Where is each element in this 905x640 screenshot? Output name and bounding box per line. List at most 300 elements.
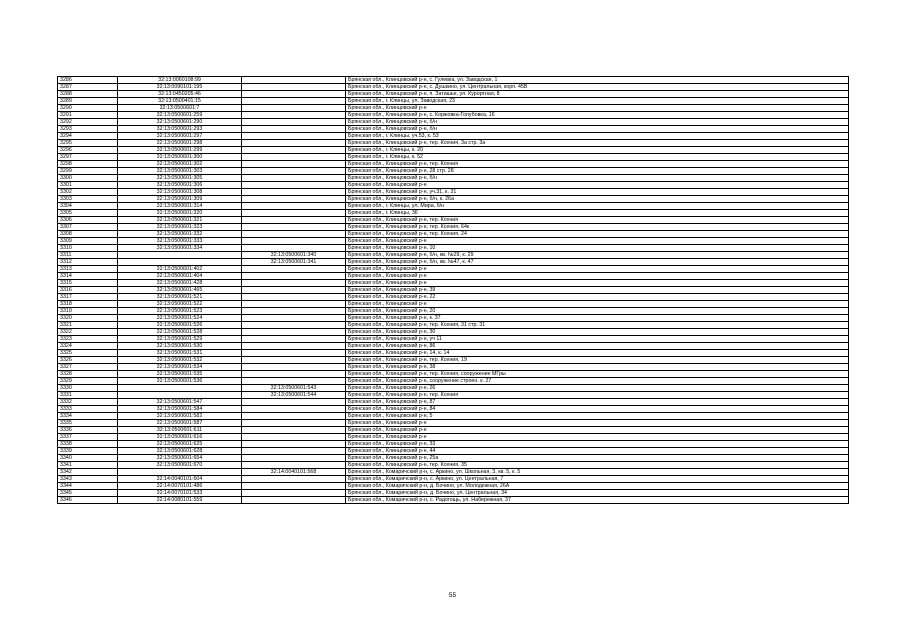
address-cell: Брянская обл., Клинцовский р-н, с. Гулевка, ул. Заводская, 1 [346, 77, 849, 84]
cadastral-number-cell: 32:14:0070101:486 [118, 483, 242, 490]
cadastral-number-cell: 32:13:0500601:297 [118, 133, 242, 140]
address-cell: Брянская обл., Клинцовский р-н, уч 11 [346, 336, 849, 343]
table-row [58, 357, 849, 364]
row-number-cell: 3327 [58, 364, 118, 371]
cadastral-number-cell: 32:13:0500601:535 [118, 371, 242, 378]
page-number: 55 [448, 592, 457, 599]
row-number-cell: 3292 [58, 119, 118, 126]
cadastral-number-cell: 32:13:0500601:625 [118, 441, 242, 448]
cadastral-number-cell: 32:13:0500601:529 [118, 336, 242, 343]
row-number-cell: 3325 [58, 350, 118, 357]
table-row [58, 77, 849, 84]
address-cell: Брянская обл., г. Клинцы, ул. Мира, б/н [346, 203, 849, 210]
cadastral-number-alt-cell [242, 266, 346, 273]
table-row [58, 266, 849, 273]
table-row [58, 455, 849, 462]
cadastral-number-alt-cell [242, 182, 346, 189]
table-row [58, 448, 849, 455]
cadastral-number-cell: 32:13:0500601:321 [118, 217, 242, 224]
cadastral-number-cell: 32:13:0500601:628 [118, 448, 242, 455]
row-number-cell: 3306 [58, 217, 118, 224]
table-row [58, 329, 849, 336]
table-row [58, 322, 849, 329]
table-row [58, 105, 849, 112]
cadastral-number-alt-cell [242, 406, 346, 413]
address-cell: Брянская обл., г. Клинцы, 36 [346, 210, 849, 217]
address-cell: Брянская обл., Клинцовский р-н, тер. Ксения [346, 217, 849, 224]
row-number-cell: 3333 [58, 406, 118, 413]
cadastral-number-cell: 32:14:0040101:604 [118, 476, 242, 483]
row-number-cell: 3337 [58, 434, 118, 441]
address-cell: Брянская обл., Клинцовский р-н, к. 37 [346, 315, 849, 322]
address-cell: Брянская обл., Клинцовский р-н, тер. Ксения, 19 [346, 357, 849, 364]
row-number-cell: 3323 [58, 336, 118, 343]
cadastral-number-alt-cell [242, 280, 346, 287]
cadastral-number-cell: 32:13:0500601:309 [118, 196, 242, 203]
address-cell: Брянская обл., Клинцовский р-н [346, 280, 849, 287]
table-row [58, 238, 849, 245]
row-number-cell: 3286 [58, 77, 118, 84]
cadastral-number-alt-cell [242, 490, 346, 497]
cadastral-number-cell: 32:13:0500601:308 [118, 189, 242, 196]
address-cell: Брянская обл., Клинцовский р-н, 26 [346, 385, 849, 392]
address-cell: Брянская обл., Клинцовский р-н, б/н [346, 119, 849, 126]
table-row [58, 497, 849, 504]
row-number-cell: 3295 [58, 140, 118, 147]
address-cell: Брянская обл., Клинцовский р-н, тер. Ксения [346, 161, 849, 168]
cadastral-number-alt-cell [242, 112, 346, 119]
cadastral-number-cell [118, 469, 242, 476]
cadastral-number-cell: 32:13:0500601:523 [118, 308, 242, 315]
table-row [58, 287, 849, 294]
cadastral-number-cell: 32:13:0500601:402 [118, 266, 242, 273]
table-row [58, 231, 849, 238]
cadastral-number-alt-cell [242, 462, 346, 469]
row-number-cell: 3342 [58, 469, 118, 476]
address-cell: Брянская обл., Клинцовский р-н, 39 [346, 287, 849, 294]
address-cell: Брянская обл., Клинцовский р-н, уч.31, к. 31 [346, 189, 849, 196]
table-row [58, 175, 849, 182]
row-number-cell: 3324 [58, 343, 118, 350]
cadastral-number-alt-cell [242, 448, 346, 455]
cadastral-register-table [57, 76, 849, 504]
cadastral-number-cell: 32:13:0500601:524 [118, 315, 242, 322]
table-row [58, 413, 849, 420]
cadastral-number-alt-cell [242, 98, 346, 105]
cadastral-number-alt-cell [242, 497, 346, 504]
address-cell: Брянская обл., г. Клинцы, к. 20 [346, 147, 849, 154]
address-cell: Брянская обл., Клинцовский р-н, 20 [346, 308, 849, 315]
address-cell: Брянская обл., Клинцовский р-н, тер. Ксения, 31 стр. 31 [346, 322, 849, 329]
row-number-cell: 3340 [58, 455, 118, 462]
address-cell: Брянская обл., Клинцовский р-н, 44 [346, 448, 849, 455]
table-row [58, 280, 849, 287]
cadastral-number-alt-cell [242, 343, 346, 350]
row-number-cell: 3326 [58, 357, 118, 364]
address-cell: Брянская обл., Клинцовский р-н, тер. Ксения, сооружение МГры [346, 371, 849, 378]
table-row [58, 189, 849, 196]
address-cell: Брянская обл., г. Клинцы, ул. Заводская, 23 [346, 98, 849, 105]
table-row [58, 168, 849, 175]
cadastral-number-cell: 32:14:0080101:559 [118, 497, 242, 504]
cadastral-number-cell: 32:13:0500601:293 [118, 126, 242, 133]
row-number-cell: 3330 [58, 385, 118, 392]
cadastral-number-cell: 32:13:0500601:616 [118, 434, 242, 441]
row-number-cell: 3302 [58, 189, 118, 196]
row-number-cell: 3346 [58, 497, 118, 504]
row-number-cell: 3317 [58, 294, 118, 301]
row-number-cell: 3300 [58, 175, 118, 182]
cadastral-number-cell: 32:13:0500601:404 [118, 273, 242, 280]
cadastral-number-cell: 32:13:0090101:195 [118, 84, 242, 91]
cadastral-number-alt-cell [242, 91, 346, 98]
cadastral-number-cell [118, 252, 242, 259]
cadastral-number-alt-cell [242, 238, 346, 245]
address-cell: Брянская обл., Клинцовский р-н, тер. Ксения, 64к [346, 224, 849, 231]
table-row [58, 364, 849, 371]
row-number-cell: 3345 [58, 490, 118, 497]
address-cell: Брянская обл., Клинцовский р-н, 5 [346, 413, 849, 420]
address-cell: Брянская обл., Клинцовский р-н, с. Коржовка-Голубовка, 16 [346, 112, 849, 119]
cadastral-number-cell: 32:13:0500601:532 [118, 357, 242, 364]
cadastral-number-alt-cell [242, 147, 346, 154]
row-number-cell: 3287 [58, 84, 118, 91]
address-cell: Брянская обл., Клинцовский р-н [346, 434, 849, 441]
table-row [58, 182, 849, 189]
cadastral-number-cell: 32:13:0500601:531 [118, 350, 242, 357]
row-number-cell: 3294 [58, 133, 118, 140]
table-row [58, 378, 849, 385]
row-number-cell: 3332 [58, 399, 118, 406]
address-cell: Брянская обл., Клинцовский р-н, тер. Ксения [346, 392, 849, 399]
cadastral-number-alt-cell [242, 77, 346, 84]
cadastral-number-cell: 32:13:0500601:526 [118, 322, 242, 329]
row-number-cell: 3293 [58, 126, 118, 133]
row-number-cell: 3319 [58, 308, 118, 315]
table-row [58, 147, 849, 154]
cadastral-number-cell: 32:13:0500601:522 [118, 301, 242, 308]
table-row [58, 385, 849, 392]
table-row [58, 91, 849, 98]
row-number-cell: 3335 [58, 420, 118, 427]
address-cell: Брянская обл., Клинцовский р-н, сооружение строен. к. 27 [346, 378, 849, 385]
cadastral-number-cell: 32:13:0500601:587 [118, 420, 242, 427]
cadastral-number-cell: 32:13:0500601:582 [118, 413, 242, 420]
table-row [58, 119, 849, 126]
cadastral-number-alt-cell [242, 441, 346, 448]
row-number-cell: 3334 [58, 413, 118, 420]
cadastral-number-alt-cell [242, 217, 346, 224]
cadastral-number-alt-cell [242, 434, 346, 441]
cadastral-number-cell: 32:13:0500401:15 [118, 98, 242, 105]
row-number-cell: 3343 [58, 476, 118, 483]
cadastral-number-alt-cell [242, 140, 346, 147]
row-number-cell: 3331 [58, 392, 118, 399]
table-row [58, 392, 849, 399]
cadastral-number-cell: 32:13:0500601:305 [118, 175, 242, 182]
cadastral-number-cell: 32:13:0500601:303 [118, 168, 242, 175]
row-number-cell: 3305 [58, 210, 118, 217]
cadastral-number-cell: 32:13:0500601:465 [118, 287, 242, 294]
row-number-cell: 3336 [58, 427, 118, 434]
cadastral-number-alt-cell [242, 189, 346, 196]
address-cell: Брянская обл., Клинцовский р-н, 22 [346, 294, 849, 301]
row-number-cell: 3329 [58, 378, 118, 385]
address-cell: Брянская обл., Клинцовский р-н, б/н [346, 175, 849, 182]
address-cell: Брянская обл., Клинцовский р-н [346, 427, 849, 434]
cadastral-number-cell: 32:13:0500601:302 [118, 161, 242, 168]
address-cell: Брянская обл., Клинцовский р-н, б/н, к. 26а [346, 196, 849, 203]
address-cell: Брянская обл., Клинцовский р-н, 38 [346, 364, 849, 371]
address-cell: Брянская обл., Клинцовский р-н [346, 182, 849, 189]
table-row [58, 273, 849, 280]
cadastral-number-alt-cell [242, 315, 346, 322]
cadastral-number-cell: 32:13:0500601:323 [118, 224, 242, 231]
address-cell: Брянская обл., Клинцовский р-н [346, 420, 849, 427]
table-row [58, 259, 849, 266]
address-cell: Брянская обл., Клинцовский р-н, 84 [346, 406, 849, 413]
cadastral-number-cell: 32:13:0500601:299 [118, 147, 242, 154]
cadastral-number-alt-cell [242, 322, 346, 329]
row-number-cell: 3298 [58, 161, 118, 168]
cadastral-number-alt-cell [242, 308, 346, 315]
table-row [58, 224, 849, 231]
cadastral-number-alt-cell [242, 420, 346, 427]
row-number-cell: 3297 [58, 154, 118, 161]
table-row [58, 427, 849, 434]
cadastral-number-alt-cell: 32:13:0500601:340 [242, 252, 346, 259]
row-number-cell: 3307 [58, 224, 118, 231]
cadastral-number-cell: 32:13:0500601:332 [118, 231, 242, 238]
address-cell: Брянская обл., Клинцовский р-н, 30 [346, 329, 849, 336]
table-row [58, 161, 849, 168]
cadastral-number-alt-cell [242, 371, 346, 378]
cadastral-number-alt-cell [242, 476, 346, 483]
cadastral-number-alt-cell [242, 378, 346, 385]
cadastral-number-cell: 32:14:0070101:533 [118, 490, 242, 497]
address-cell: Брянская обл., Клинцовский р-н, б/н [346, 126, 849, 133]
cadastral-number-cell [118, 259, 242, 266]
row-number-cell: 3315 [58, 280, 118, 287]
row-number-cell: 3312 [58, 259, 118, 266]
row-number-cell: 3309 [58, 238, 118, 245]
address-cell: Брянская обл., Клинцовский р-н, тер. Ксения, 24 [346, 231, 849, 238]
row-number-cell: 3322 [58, 329, 118, 336]
table-row [58, 350, 849, 357]
table-row [58, 126, 849, 133]
cadastral-number-alt-cell: 32:13:0500601:544 [242, 392, 346, 399]
cadastral-number-cell: 32:13:0500601:528 [118, 329, 242, 336]
row-number-cell: 3301 [58, 182, 118, 189]
cadastral-number-alt-cell [242, 210, 346, 217]
table-row [58, 483, 849, 490]
table-row [58, 469, 849, 476]
cadastral-number-alt-cell [242, 329, 346, 336]
cadastral-number-alt-cell [242, 357, 346, 364]
table-row [58, 406, 849, 413]
table-row [58, 203, 849, 210]
row-number-cell: 3310 [58, 245, 118, 252]
cadastral-number-alt-cell: 32:13:0500601:341 [242, 259, 346, 266]
address-cell: Брянская обл., Клинцовский р-н [346, 266, 849, 273]
cadastral-number-alt-cell [242, 119, 346, 126]
table-row [58, 399, 849, 406]
row-number-cell: 3344 [58, 483, 118, 490]
address-cell: Брянская обл., Комаричский р-н, д. Бочино, ул. Центральная, 34 [346, 490, 849, 497]
cadastral-number-alt-cell [242, 336, 346, 343]
table-row [58, 217, 849, 224]
cadastral-number-cell: 32:13:0500601:536 [118, 378, 242, 385]
table-row [58, 154, 849, 161]
table-row [58, 434, 849, 441]
cadastral-number-cell: 32:13:0500601:521 [118, 294, 242, 301]
table-row [58, 371, 849, 378]
cadastral-number-alt-cell [242, 224, 346, 231]
cadastral-number-alt-cell [242, 287, 346, 294]
table-row [58, 462, 849, 469]
cadastral-number-cell: 32:13:0500601:333 [118, 238, 242, 245]
cadastral-number-cell: 32:13:0500601:7 [118, 105, 242, 112]
address-cell: Брянская обл., Комаричский р-н, д. Бочино, ул. Молодежная, 26А [346, 483, 849, 490]
cadastral-number-alt-cell [242, 84, 346, 91]
row-number-cell: 3320 [58, 315, 118, 322]
table-row [58, 196, 849, 203]
address-cell: Брянская обл., Клинцовский р-н, 33 [346, 441, 849, 448]
address-cell: Брянская обл., Клинцовский р-н, 14, к. 14 [346, 350, 849, 357]
cadastral-number-cell: 32:13:0500601:290 [118, 119, 242, 126]
cadastral-number-alt-cell [242, 413, 346, 420]
cadastral-number-alt-cell [242, 133, 346, 140]
cadastral-number-alt-cell [242, 364, 346, 371]
row-number-cell: 3308 [58, 231, 118, 238]
address-cell: Брянская обл., Клинцовский р-н [346, 105, 849, 112]
cadastral-number-alt-cell [242, 161, 346, 168]
cadastral-number-cell: 32:13:0500601:300 [118, 154, 242, 161]
row-number-cell: 3304 [58, 203, 118, 210]
address-cell: Брянская обл., Клинцовский р-н, б/н, кв. №29, к. 29 [346, 252, 849, 259]
cadastral-number-alt-cell [242, 399, 346, 406]
row-number-cell: 3296 [58, 147, 118, 154]
address-cell: Брянская обл., Клинцовский р-н, 86 [346, 343, 849, 350]
address-cell: Брянская обл., г. Клинцы, уч.53, к. 53 [346, 133, 849, 140]
address-cell: Брянская обл., Клинцовский р-н, тер. Ксения, 35 [346, 462, 849, 469]
address-cell: Брянская обл., Клинцовский р-н, тер. Ксения, 3а стр. 3а [346, 140, 849, 147]
cadastral-number-alt-cell [242, 301, 346, 308]
table-row [58, 112, 849, 119]
cadastral-number-cell: 32:13:0500601:534 [118, 364, 242, 371]
address-cell: Брянская обл., Клинцовский р-н [346, 273, 849, 280]
row-number-cell: 3290 [58, 105, 118, 112]
cadastral-number-cell: 32:13:0500601:259 [118, 112, 242, 119]
table-row [58, 336, 849, 343]
table-row [58, 210, 849, 217]
cadastral-number-alt-cell [242, 154, 346, 161]
cadastral-number-alt-cell [242, 168, 346, 175]
address-cell: Брянская обл., Комаричский р-н, с. Аркино, ул. Центральная, 7 [346, 476, 849, 483]
table-row [58, 252, 849, 259]
cadastral-number-alt-cell [242, 231, 346, 238]
row-number-cell: 3316 [58, 287, 118, 294]
table-row [58, 140, 849, 147]
table-row [58, 441, 849, 448]
row-number-cell: 3303 [58, 196, 118, 203]
address-cell: Брянская обл., Клинцовский р-н, б/н, кв. №47, к. 47 [346, 259, 849, 266]
address-cell: Брянская обл., Клинцовский р-н, 10 [346, 245, 849, 252]
cadastral-number-alt-cell [242, 273, 346, 280]
cadastral-number-cell: 32:13:0500601:670 [118, 462, 242, 469]
cadastral-number-alt-cell [242, 196, 346, 203]
cadastral-number-alt-cell [242, 105, 346, 112]
cadastral-number-alt-cell [242, 203, 346, 210]
row-number-cell: 3299 [58, 168, 118, 175]
row-number-cell: 3318 [58, 301, 118, 308]
row-number-cell: 3311 [58, 252, 118, 259]
row-number-cell: 3341 [58, 462, 118, 469]
cadastral-number-cell [118, 392, 242, 399]
cadastral-number-alt-cell [242, 245, 346, 252]
row-number-cell: 3313 [58, 266, 118, 273]
row-number-cell: 3314 [58, 273, 118, 280]
table-row [58, 420, 849, 427]
cadastral-number-alt-cell: 32:13:0500601:543 [242, 385, 346, 392]
address-cell: Брянская обл., Клинцовский р-н, 87 [346, 399, 849, 406]
table-row [58, 84, 849, 91]
cadastral-number-alt-cell [242, 427, 346, 434]
cadastral-number-cell: 32:13:0500601:298 [118, 140, 242, 147]
address-cell: Брянская обл., Клинцовский р-н [346, 238, 849, 245]
address-cell: Брянская обл., Комаричский р-н, с. Радогощь, ул. Набережная, 37 [346, 497, 849, 504]
table-row [58, 133, 849, 140]
cadastral-number-cell: 32:13:0500601:547 [118, 399, 242, 406]
cadastral-number-alt-cell [242, 483, 346, 490]
address-cell: Брянская обл., Комаричский р-н, с. Аркино, ул. Школьная, 3, кв. 5, к. 5 [346, 469, 849, 476]
cadastral-number-alt-cell [242, 455, 346, 462]
cadastral-number-cell: 32:13:0500601:584 [118, 406, 242, 413]
cadastral-number-cell: 32:13:0500601:654 [118, 455, 242, 462]
row-number-cell: 3321 [58, 322, 118, 329]
address-cell: Брянская обл., Клинцовский р-н, 28 стр. 28 [346, 168, 849, 175]
cadastral-number-alt-cell [242, 294, 346, 301]
cadastral-number-cell: 32:13:0500601:611 [118, 427, 242, 434]
cadastral-number-cell: 32:13:0500601:320 [118, 210, 242, 217]
row-number-cell: 3328 [58, 371, 118, 378]
row-number-cell: 3338 [58, 441, 118, 448]
table-body [58, 77, 849, 504]
cadastral-number-cell: 32:13:0060108:99 [118, 77, 242, 84]
row-number-cell: 3339 [58, 448, 118, 455]
table-row [58, 490, 849, 497]
cadastral-number-cell: 32:13:0500601:334 [118, 245, 242, 252]
cadastral-number-cell: 32:13:0500601:306 [118, 182, 242, 189]
row-number-cell: 3288 [58, 91, 118, 98]
table-row [58, 343, 849, 350]
table-row [58, 308, 849, 315]
cadastral-number-cell: 32:13:0500601:314 [118, 203, 242, 210]
table-row [58, 476, 849, 483]
cadastral-number-alt-cell [242, 350, 346, 357]
table-row [58, 245, 849, 252]
address-cell: Брянская обл., Клинцовский р-н, 25а [346, 455, 849, 462]
address-cell: Брянская обл., Клинцовский р-н, п. Затишье, ул. Курортная, 8 [346, 91, 849, 98]
table-row [58, 294, 849, 301]
cadastral-number-alt-cell [242, 175, 346, 182]
cadastral-number-cell: 32:13:0500601:428 [118, 280, 242, 287]
cadastral-number-cell: 32:13:0500601:530 [118, 343, 242, 350]
cadastral-number-alt-cell [242, 126, 346, 133]
table-row [58, 315, 849, 322]
row-number-cell: 3291 [58, 112, 118, 119]
address-cell: Брянская обл., Клинцовский р-н [346, 301, 849, 308]
